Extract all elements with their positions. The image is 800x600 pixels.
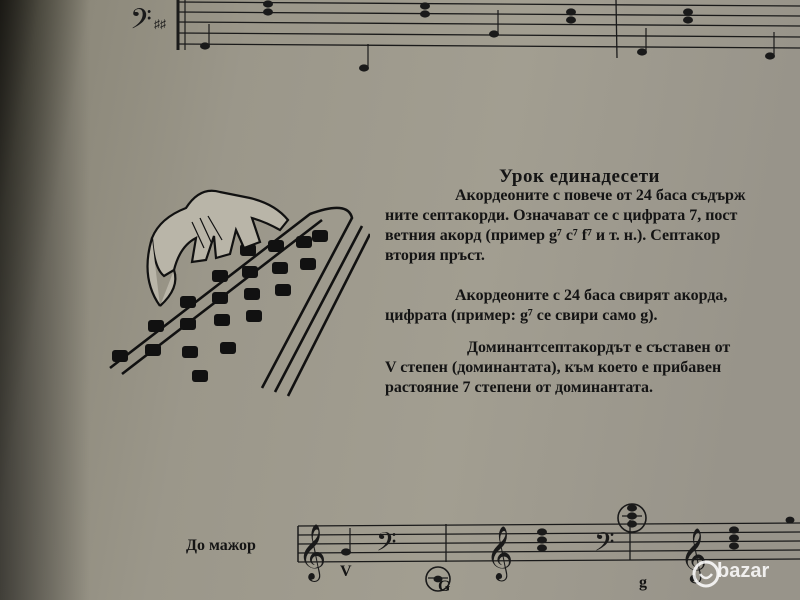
paragraph-1 — [385, 186, 800, 266]
svg-text:𝄢: 𝄢 — [376, 526, 397, 564]
paragraph-2 — [385, 286, 800, 326]
paragraph-line: Акордеоните с повече от 24 баса съдърж — [455, 187, 746, 204]
lesson-title: Урок единадесети — [499, 166, 660, 187]
svg-text:♯♯: ♯♯ — [154, 17, 166, 31]
note-label-upper-g: G — [438, 578, 451, 595]
svg-text:𝄞: 𝄞 — [298, 524, 327, 580]
paragraph-3 — [385, 338, 800, 398]
key-label: До мажор — [186, 537, 256, 554]
svg-text:𝄞: 𝄞 — [486, 525, 514, 579]
svg-text:𝄢: 𝄢 — [130, 5, 152, 42]
note-label-lower-g: g — [639, 574, 647, 591]
paragraph-line: цифрата (пример: g⁷ се свири само g). — [385, 307, 658, 324]
svg-text:𝄞: 𝄞 — [680, 527, 708, 581]
paragraph-line: втория пръст. — [385, 247, 485, 264]
book-spine-shadow — [0, 0, 90, 600]
degree-label: V — [340, 563, 352, 580]
paragraph-line: Акордеоните с 24 баса свирят акорда, — [455, 287, 728, 304]
paragraph-line: Доминантсептакордът е съставен от — [467, 339, 731, 356]
accordion-hand-illustration — [100, 178, 370, 398]
paragraph-line: растояние 7 степени от доминантата. — [385, 379, 654, 396]
top-music-staff — [0, 0, 800, 80]
watermark-text: bazar — [717, 560, 770, 582]
paragraph-line: ветния акорд (пример g⁷ c⁷ f⁷ и т. н.). Септакор — [385, 227, 721, 244]
paragraph-line: V степен (доминантата), към което е прибавен — [385, 359, 722, 376]
paragraph-line: ните септакорди. Означават се с цифрата 7, пост — [385, 207, 738, 224]
svg-text:𝄢: 𝄢 — [594, 526, 615, 564]
